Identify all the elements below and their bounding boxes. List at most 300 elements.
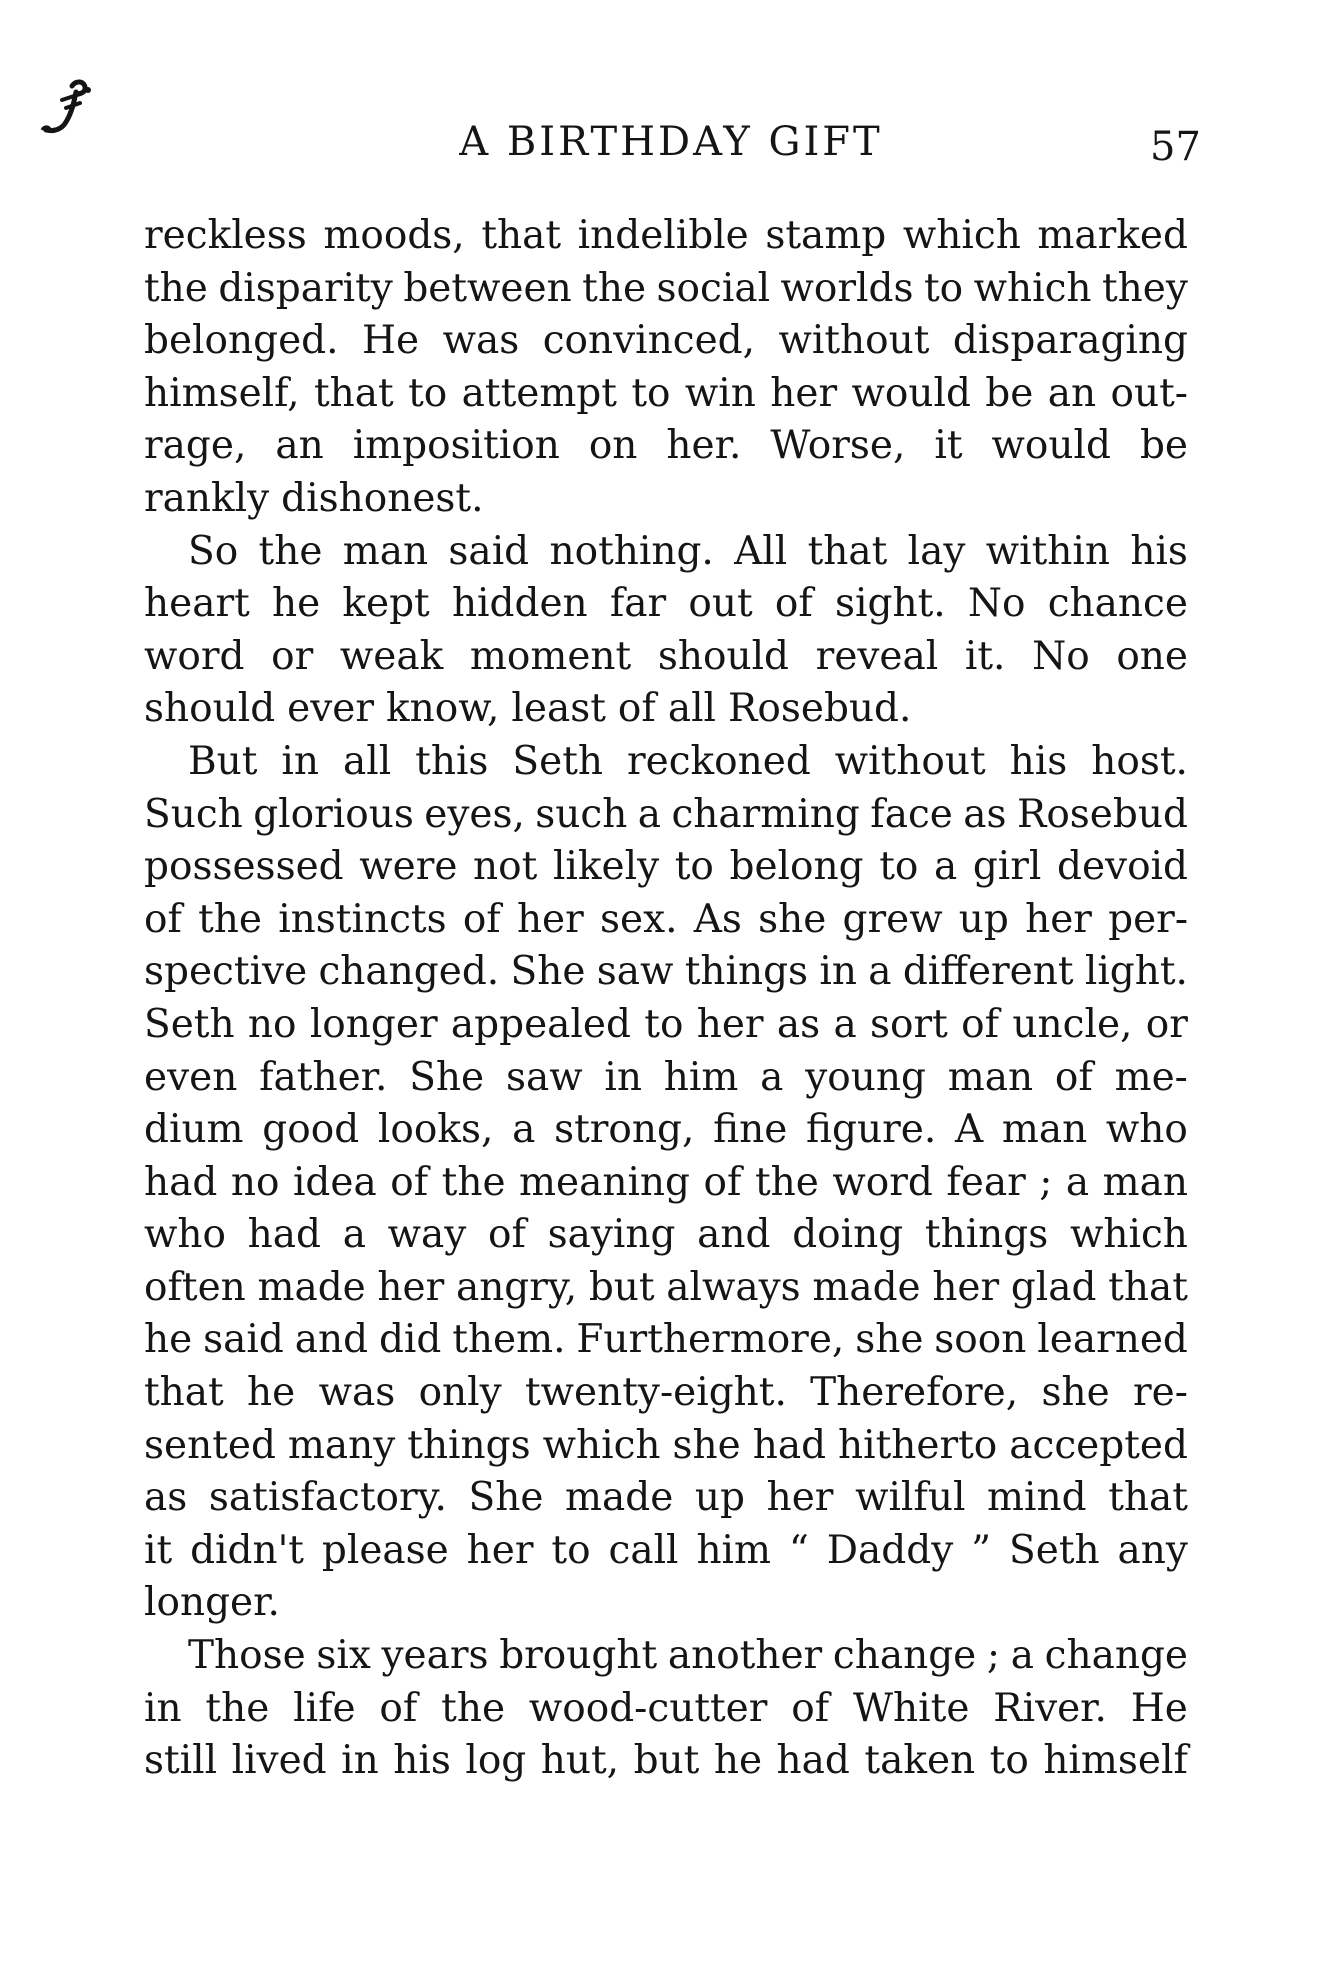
word: man bbox=[947, 1054, 1034, 1100]
word: who bbox=[1105, 1107, 1188, 1153]
word: said bbox=[203, 1317, 284, 1363]
word: worlds bbox=[780, 265, 914, 311]
word: She bbox=[468, 1475, 544, 1521]
text-line bbox=[144, 1262, 1188, 1315]
word: hidden bbox=[451, 581, 588, 627]
text-line bbox=[144, 1683, 1188, 1736]
word: that bbox=[313, 370, 394, 416]
word: lived bbox=[231, 1738, 327, 1784]
word: always bbox=[666, 1264, 801, 1310]
word: another bbox=[667, 1633, 823, 1679]
word: only bbox=[418, 1370, 502, 1416]
word: her bbox=[466, 1527, 534, 1573]
word: a bbox=[512, 1107, 536, 1153]
word: in bbox=[604, 1054, 642, 1100]
word: change bbox=[1044, 1633, 1188, 1679]
word: her bbox=[1025, 896, 1092, 942]
word: without bbox=[834, 738, 986, 784]
word: that bbox=[1108, 1264, 1188, 1310]
word: up bbox=[694, 1475, 745, 1521]
word: didn't bbox=[190, 1527, 304, 1573]
word: ; bbox=[1039, 1159, 1053, 1205]
word: saying bbox=[547, 1212, 676, 1258]
word: would bbox=[991, 423, 1111, 469]
word: girl bbox=[972, 844, 1042, 890]
word: dishonest. bbox=[281, 475, 484, 521]
word: dium bbox=[144, 1107, 244, 1153]
word: to bbox=[644, 1001, 684, 1047]
word: but bbox=[633, 1738, 700, 1784]
word: glorious bbox=[253, 791, 414, 837]
word: attempt bbox=[461, 370, 617, 416]
word: her bbox=[770, 370, 838, 416]
running-head-title: A BIRTHDAY GIFT bbox=[459, 119, 883, 165]
word: spective bbox=[144, 949, 308, 995]
word: Those bbox=[188, 1633, 306, 1679]
word: he bbox=[144, 1317, 193, 1363]
word: out bbox=[688, 581, 753, 627]
word: good bbox=[262, 1107, 360, 1153]
word: that bbox=[144, 1370, 224, 1416]
word: as bbox=[776, 1001, 821, 1047]
word: ” bbox=[971, 1527, 992, 1573]
word: Such bbox=[144, 791, 243, 837]
word: hitherto bbox=[838, 1422, 998, 1468]
word: way bbox=[387, 1212, 467, 1258]
word: be bbox=[1139, 423, 1188, 469]
word: all bbox=[667, 686, 717, 732]
word: ; bbox=[986, 1633, 1001, 1679]
word: things bbox=[924, 1212, 1049, 1258]
word: to bbox=[989, 1738, 1029, 1784]
word: log bbox=[465, 1738, 527, 1784]
word: Daddy bbox=[826, 1527, 954, 1573]
text-line bbox=[144, 894, 1188, 947]
word: man bbox=[342, 528, 429, 574]
word: No bbox=[1032, 633, 1090, 679]
word: his bbox=[1130, 528, 1188, 574]
word: host. bbox=[1091, 738, 1188, 784]
word: of bbox=[703, 1159, 742, 1205]
word: within bbox=[985, 528, 1110, 574]
word: six bbox=[316, 1633, 371, 1679]
word: strong, bbox=[554, 1107, 695, 1153]
word: glad bbox=[1010, 1264, 1097, 1310]
word: and bbox=[697, 1212, 771, 1258]
word: moment bbox=[469, 633, 632, 679]
word: of bbox=[390, 1159, 429, 1205]
word: hut, bbox=[540, 1738, 620, 1784]
word: stamp bbox=[765, 213, 887, 258]
word: he bbox=[271, 581, 321, 627]
word: himself, bbox=[144, 370, 300, 416]
word: of bbox=[488, 1212, 526, 1258]
text-line bbox=[144, 841, 1188, 894]
text-line bbox=[144, 1104, 1188, 1157]
word: many bbox=[287, 1422, 396, 1468]
word: of bbox=[961, 1001, 1000, 1047]
text-line bbox=[144, 946, 1188, 999]
word: indelible bbox=[577, 213, 749, 258]
text-line bbox=[144, 1420, 1188, 1473]
text-line bbox=[144, 1314, 1188, 1367]
word: disparity bbox=[218, 265, 393, 311]
word: lay bbox=[907, 528, 966, 574]
word: of bbox=[791, 1685, 830, 1731]
word: or bbox=[1145, 1001, 1188, 1047]
word: and bbox=[294, 1317, 369, 1363]
word: that bbox=[1108, 1475, 1188, 1521]
word: the bbox=[258, 528, 323, 574]
word: his bbox=[1009, 738, 1068, 784]
word: wood-cutter bbox=[528, 1685, 768, 1731]
text-line bbox=[144, 736, 1188, 789]
word: learned bbox=[1037, 1317, 1188, 1363]
word: fine bbox=[713, 1107, 788, 1153]
text-line bbox=[144, 473, 1188, 526]
word: mind bbox=[987, 1475, 1087, 1521]
word: should bbox=[657, 633, 790, 679]
word: which bbox=[973, 265, 1092, 311]
word: meaning bbox=[519, 1159, 691, 1205]
word: the bbox=[441, 1685, 506, 1731]
word: even bbox=[144, 1054, 238, 1100]
word: me- bbox=[1114, 1054, 1188, 1100]
word: would bbox=[851, 370, 971, 416]
word: life bbox=[293, 1685, 356, 1731]
word: Seth bbox=[512, 738, 603, 784]
word: reckoned bbox=[626, 738, 811, 784]
text-line bbox=[144, 1577, 1188, 1630]
page-number: 57 bbox=[1150, 124, 1201, 170]
word: were bbox=[359, 844, 458, 890]
text-line bbox=[144, 1472, 1188, 1525]
word: So bbox=[188, 528, 239, 574]
word: which bbox=[1069, 1212, 1188, 1258]
word: sort bbox=[870, 1001, 948, 1047]
word: belonged. bbox=[144, 318, 339, 364]
text-line bbox=[144, 789, 1188, 842]
word: the bbox=[582, 265, 647, 311]
word: him bbox=[663, 1054, 739, 1100]
word: soon bbox=[934, 1317, 1027, 1363]
word: had bbox=[247, 1212, 322, 1258]
word: taken bbox=[864, 1738, 976, 1784]
word: not bbox=[473, 844, 538, 890]
word: a bbox=[1010, 1633, 1034, 1679]
word: He bbox=[1130, 1685, 1188, 1731]
word: of bbox=[144, 896, 182, 942]
word: who bbox=[144, 1212, 226, 1258]
word: accepted bbox=[1009, 1422, 1188, 1468]
word: she bbox=[855, 1317, 924, 1363]
word: Furthermore, bbox=[576, 1317, 845, 1363]
word: appealed bbox=[450, 1001, 631, 1047]
word: longer bbox=[309, 1001, 438, 1047]
word: eyes, bbox=[424, 791, 525, 837]
word: an bbox=[1047, 370, 1097, 416]
word: reckless bbox=[144, 213, 307, 258]
word: to bbox=[879, 844, 919, 890]
word: different bbox=[902, 949, 1074, 995]
word: a bbox=[342, 1212, 366, 1258]
word: a bbox=[637, 791, 662, 837]
word: She bbox=[510, 949, 586, 995]
word: on bbox=[588, 423, 638, 469]
word: word bbox=[832, 1159, 933, 1205]
word: imposition bbox=[352, 423, 560, 469]
text-line bbox=[144, 683, 1188, 736]
word: a bbox=[868, 949, 892, 995]
text-line bbox=[144, 999, 1188, 1052]
word: Worse, bbox=[770, 423, 906, 469]
word: reveal bbox=[815, 633, 939, 679]
word: She bbox=[409, 1054, 485, 1100]
word: saw bbox=[596, 949, 674, 995]
word: sented bbox=[144, 1422, 276, 1468]
word: belong bbox=[729, 844, 864, 890]
word: it bbox=[934, 423, 963, 469]
word: such bbox=[535, 791, 628, 837]
word: White bbox=[852, 1685, 970, 1731]
word: made bbox=[812, 1264, 921, 1310]
word: no bbox=[247, 1001, 297, 1047]
text-line bbox=[144, 1367, 1188, 1420]
word: word bbox=[144, 633, 245, 679]
word: was bbox=[318, 1370, 396, 1416]
word: Rosebud. bbox=[728, 686, 912, 732]
word: be bbox=[985, 370, 1034, 416]
word: a bbox=[933, 844, 958, 890]
text-line bbox=[144, 315, 1188, 368]
word: win bbox=[684, 370, 756, 416]
word: had bbox=[752, 1422, 827, 1468]
word: twenty-eight. bbox=[525, 1370, 787, 1416]
word: in bbox=[819, 949, 857, 995]
word: moods, bbox=[323, 213, 465, 258]
word: her bbox=[377, 1264, 445, 1310]
word: call bbox=[608, 1527, 679, 1573]
word: which bbox=[542, 1422, 661, 1468]
word: made bbox=[565, 1475, 674, 1521]
word: “ bbox=[788, 1527, 809, 1573]
word: young bbox=[805, 1054, 926, 1100]
word: it. bbox=[964, 633, 1006, 679]
word: the bbox=[144, 265, 208, 311]
word: sight. bbox=[835, 581, 946, 627]
word: to bbox=[408, 370, 448, 416]
text-line bbox=[144, 420, 1188, 473]
word: figure. bbox=[806, 1107, 937, 1153]
word: longer. bbox=[144, 1580, 280, 1626]
word: things bbox=[684, 949, 809, 995]
word: Therefore, bbox=[810, 1370, 1019, 1416]
word: should bbox=[144, 686, 276, 732]
word: in bbox=[341, 1738, 379, 1784]
word: did bbox=[378, 1317, 442, 1363]
word: in bbox=[144, 1685, 182, 1731]
word: weak bbox=[339, 633, 444, 679]
word: ever bbox=[287, 686, 375, 732]
word: man bbox=[1001, 1107, 1088, 1153]
word: had bbox=[776, 1738, 850, 1784]
word: to bbox=[674, 844, 714, 890]
word: social bbox=[656, 265, 771, 311]
word: possessed bbox=[144, 844, 344, 890]
word: chance bbox=[1047, 581, 1188, 627]
word: her bbox=[766, 1475, 834, 1521]
text-line bbox=[144, 1157, 1188, 1210]
word: which bbox=[902, 213, 1021, 258]
word: rage, bbox=[144, 423, 247, 469]
word: to bbox=[551, 1527, 591, 1573]
word: of bbox=[462, 896, 501, 942]
word: saw bbox=[505, 1054, 583, 1100]
word: this bbox=[415, 738, 489, 784]
word: doing bbox=[792, 1212, 904, 1258]
word: no bbox=[230, 1159, 280, 1205]
word: the bbox=[198, 896, 262, 942]
word: changed. bbox=[318, 949, 500, 995]
word: Seth bbox=[144, 1001, 235, 1047]
word: grew bbox=[842, 896, 943, 942]
word: her bbox=[696, 1001, 764, 1047]
word: No bbox=[967, 581, 1026, 627]
word: disparaging bbox=[952, 318, 1188, 364]
word: she bbox=[758, 896, 827, 942]
word: an bbox=[275, 423, 324, 469]
word: them. bbox=[452, 1317, 566, 1363]
word: sex. bbox=[599, 896, 678, 942]
word: Seth bbox=[1009, 1527, 1100, 1573]
word: of bbox=[1054, 1054, 1093, 1100]
word: had bbox=[144, 1159, 218, 1205]
word: her. bbox=[666, 423, 742, 469]
word: of bbox=[379, 1685, 418, 1731]
word: idea bbox=[292, 1159, 377, 1205]
word: any bbox=[1117, 1527, 1188, 1573]
word: charming bbox=[671, 791, 860, 837]
word: years bbox=[381, 1633, 489, 1679]
word: that bbox=[807, 528, 888, 574]
word: know, bbox=[386, 686, 500, 732]
word: nothing. bbox=[549, 528, 714, 574]
word: fear bbox=[946, 1159, 1026, 1205]
word: her bbox=[932, 1264, 1000, 1310]
word: out- bbox=[1110, 370, 1188, 416]
word: her bbox=[516, 896, 584, 942]
word: A bbox=[954, 1107, 984, 1153]
word: said bbox=[448, 528, 530, 574]
word: light. bbox=[1084, 949, 1188, 995]
word: was bbox=[442, 318, 520, 364]
word: River. bbox=[993, 1685, 1107, 1731]
word: change bbox=[832, 1633, 977, 1679]
word: devoid bbox=[1057, 844, 1188, 890]
text-line bbox=[144, 1735, 1188, 1788]
word: angry, bbox=[455, 1264, 578, 1310]
word: He bbox=[362, 318, 420, 364]
word: to bbox=[923, 265, 964, 311]
word: the bbox=[441, 1159, 506, 1205]
word: kept bbox=[342, 581, 430, 627]
word: man bbox=[1102, 1159, 1188, 1205]
word: up bbox=[958, 896, 1009, 942]
word: All bbox=[734, 528, 788, 574]
text-line bbox=[144, 526, 1188, 579]
word: instincts bbox=[278, 896, 447, 942]
word: Rosebud bbox=[1016, 791, 1188, 837]
word: please bbox=[321, 1527, 449, 1573]
word: father. bbox=[259, 1054, 388, 1100]
word: looks, bbox=[377, 1107, 494, 1153]
text-line bbox=[144, 210, 1188, 263]
word: as bbox=[963, 791, 1007, 837]
word: a bbox=[1065, 1159, 1090, 1205]
word: or bbox=[271, 633, 314, 679]
word: re- bbox=[1133, 1370, 1188, 1416]
word: but bbox=[588, 1264, 655, 1310]
word: face bbox=[870, 791, 953, 837]
text-line bbox=[144, 631, 1188, 684]
word: she bbox=[1041, 1370, 1110, 1416]
word: he bbox=[247, 1370, 296, 1416]
word: him bbox=[696, 1527, 772, 1573]
text-line bbox=[144, 578, 1188, 631]
word: likely bbox=[552, 844, 660, 890]
word: his bbox=[393, 1738, 451, 1784]
word: But bbox=[188, 738, 258, 784]
word: in bbox=[281, 738, 320, 784]
word: heart bbox=[144, 581, 250, 627]
word: all bbox=[342, 738, 392, 784]
word: brought bbox=[499, 1633, 658, 1679]
word: As bbox=[693, 896, 742, 942]
word: far bbox=[609, 581, 667, 627]
word: a bbox=[833, 1001, 857, 1047]
word: made bbox=[257, 1264, 366, 1310]
word: the bbox=[205, 1685, 270, 1731]
word: between bbox=[403, 265, 572, 311]
word: still bbox=[144, 1738, 218, 1784]
body-text bbox=[144, 210, 1188, 1788]
word: uncle, bbox=[1012, 1001, 1133, 1047]
word: convinced, bbox=[542, 318, 756, 364]
word: least bbox=[511, 686, 606, 732]
word: he bbox=[713, 1738, 763, 1784]
word: often bbox=[144, 1264, 246, 1310]
word: things bbox=[407, 1422, 531, 1468]
word: to bbox=[631, 370, 671, 416]
word: a bbox=[760, 1054, 784, 1100]
word: she bbox=[672, 1422, 741, 1468]
word: one bbox=[1116, 633, 1188, 679]
text-line bbox=[144, 368, 1188, 421]
word: himself bbox=[1043, 1738, 1188, 1784]
text-line bbox=[144, 1209, 1188, 1262]
word: as bbox=[144, 1475, 188, 1521]
text-line bbox=[144, 263, 1188, 316]
word: of bbox=[617, 686, 656, 732]
word: it bbox=[144, 1527, 173, 1573]
word: without bbox=[778, 318, 930, 364]
word: they bbox=[1102, 265, 1188, 311]
text-line bbox=[144, 1052, 1188, 1105]
word: that bbox=[481, 213, 562, 258]
word: of bbox=[774, 581, 813, 627]
word: the bbox=[754, 1159, 819, 1205]
text-line bbox=[144, 1630, 1188, 1683]
